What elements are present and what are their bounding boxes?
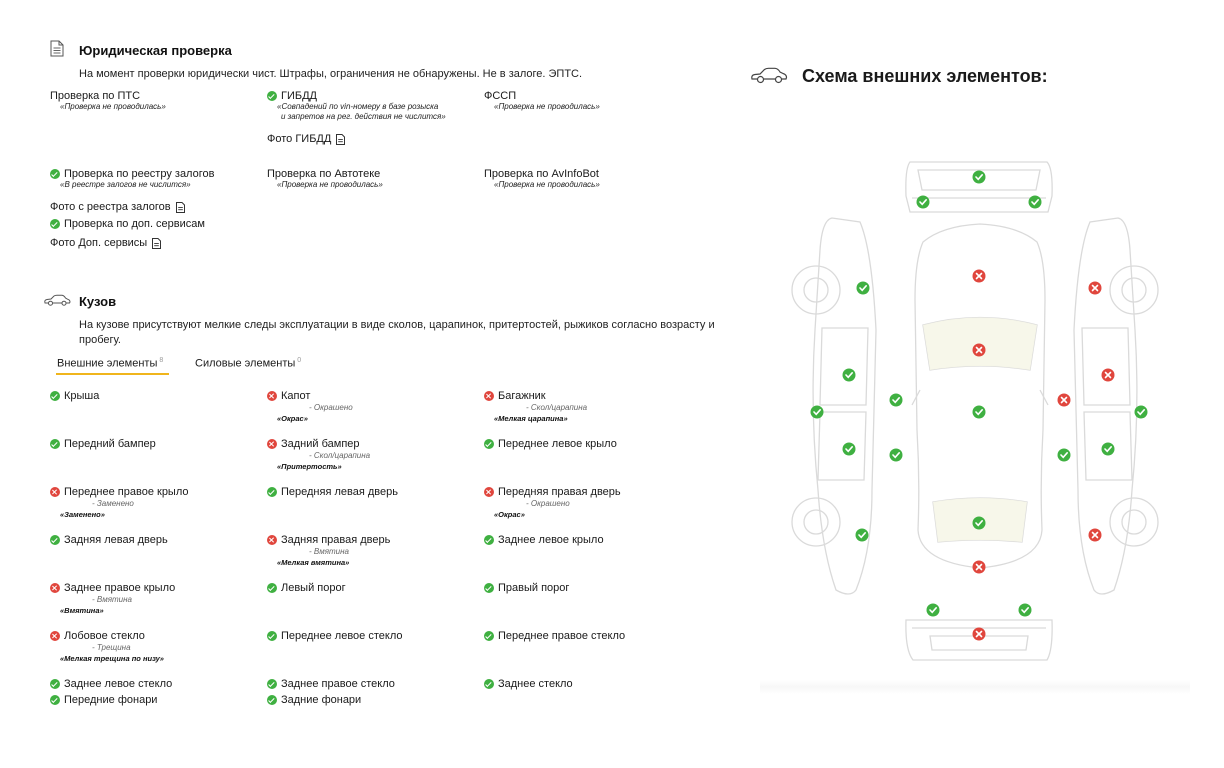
damage-x-icon <box>50 631 60 641</box>
body-element-name: Передние фонари <box>64 694 158 706</box>
check-ok-icon <box>484 535 494 545</box>
avinfobot-check-note: «Проверка не проводилась» <box>494 180 600 189</box>
marker-trunk-damage-icon[interactable] <box>973 561 986 574</box>
body-element-comment: «Окрас» <box>277 414 308 423</box>
extra-photo-label: Фото Доп. сервисы <box>50 237 148 249</box>
body-element-item <box>267 630 402 642</box>
damage-x-icon <box>267 391 277 401</box>
car-damage-diagram <box>760 150 1190 695</box>
gibdd-photo-label: Фото ГИБДД <box>267 133 332 145</box>
body-element-name: Багажник <box>498 390 546 402</box>
body-element-name: Правый порог <box>498 582 570 594</box>
damage-x-icon <box>50 583 60 593</box>
check-ok-icon <box>50 391 60 401</box>
damage-x-icon <box>484 391 494 401</box>
check-ok-icon <box>267 487 277 497</box>
body-element-damage-type: - Скол/царапина <box>309 451 371 460</box>
body-element-name: Переднее правое стекло <box>498 630 626 642</box>
body-element-item <box>484 486 621 520</box>
check-ok-icon <box>50 535 60 545</box>
body-element-name: Заднее стекло <box>498 678 573 690</box>
diagram-title: Схема внешних элементов: <box>802 66 1048 86</box>
marker-right-front-glass-damage-icon[interactable] <box>1102 369 1115 382</box>
marker-windshield-damage-icon[interactable] <box>973 344 986 357</box>
marker-rear-bumper-damage-icon[interactable] <box>973 628 986 641</box>
car-icon <box>750 66 788 84</box>
body-element-damage-type: - Скол/царапина <box>526 403 588 412</box>
damage-x-icon <box>267 535 277 545</box>
tab-power-count: 0 <box>297 357 302 364</box>
body-element-item <box>50 582 175 616</box>
damage-x-icon <box>484 487 494 497</box>
body-element-item <box>267 582 346 594</box>
diagram-shadow <box>760 680 1190 694</box>
check-ok-icon <box>484 679 494 689</box>
pledge-photo-label: Фото с реестра залогов <box>50 201 171 213</box>
marker-front-bumper-center-ok-icon[interactable] <box>973 171 986 184</box>
body-element-item <box>267 486 398 498</box>
body-section-title: Кузов <box>79 294 117 309</box>
gibdd-check-note-2: и запретов на рег. действия не числится» <box>281 112 446 121</box>
marker-right-front-door-damage-icon[interactable] <box>1058 394 1071 407</box>
marker-left-front-fender-ok-icon[interactable] <box>857 282 870 295</box>
body-element-comment: «Мелкая трещина по низу» <box>60 654 164 663</box>
body-element-item <box>484 630 625 642</box>
body-summary-line-2: пробегу. <box>79 334 121 346</box>
marker-right-front-fender-damage-icon[interactable] <box>1089 282 1102 295</box>
damage-x-icon <box>267 439 277 449</box>
body-element-item <box>484 438 617 450</box>
marker-left-front-glass-ok-icon[interactable] <box>843 369 856 382</box>
check-ok-icon <box>484 631 494 641</box>
check-ok-icon <box>50 679 60 689</box>
body-element-name: Лобовое стекло <box>64 630 145 642</box>
marker-rear-window-ok-icon[interactable] <box>973 517 986 530</box>
legal-summary: На момент проверки юридически чист. Штрафы, ограничения не обнаружены. Не в залоге. ЭПТС. <box>79 68 583 80</box>
fssp-check-note: «Проверка не проводилась» <box>494 102 600 111</box>
body-element-item <box>267 438 370 472</box>
marker-rear-right-light-ok-icon[interactable] <box>1019 604 1032 617</box>
body-element-item <box>50 678 172 690</box>
pledge-check-note: «В реестре залогов не числится» <box>60 180 191 189</box>
marker-front-right-light-ok-icon[interactable] <box>1029 196 1042 209</box>
body-element-damage-type: - Вмятина <box>92 595 132 604</box>
pts-check-note: «Проверка не проводилась» <box>60 102 166 111</box>
marker-hood-damage-icon[interactable] <box>973 270 986 283</box>
body-element-name: Задняя правая дверь <box>281 534 391 546</box>
marker-left-rear-door-ok-icon[interactable] <box>890 449 903 462</box>
body-element-item <box>50 438 156 450</box>
avinfobot-check-title: Проверка по AvInfoBot <box>484 168 599 180</box>
check-ok-icon <box>50 695 60 705</box>
marker-left-rear-fender-ok-icon[interactable] <box>856 529 869 542</box>
body-element-item <box>484 534 604 546</box>
body-element-item <box>50 486 189 520</box>
body-element-item <box>484 390 587 424</box>
extra-services-title: Проверка по доп. сервисам <box>64 218 205 230</box>
body-element-damage-type: - Окрашено <box>309 403 353 412</box>
marker-left-rear-glass-ok-icon[interactable] <box>843 443 856 456</box>
body-element-item <box>50 630 164 664</box>
autoteka-check-note: «Проверка не проводилась» <box>277 180 383 189</box>
body-element-comment: «Мелкая вмятина» <box>277 558 350 567</box>
damage-x-icon <box>50 487 60 497</box>
gibdd-check-note-1: «Совпадений по vin-номеру в базе розыска <box>277 102 439 111</box>
marker-right-sill-ok-icon[interactable] <box>1135 406 1148 419</box>
body-element-name: Заднее правое крыло <box>64 582 176 594</box>
body-element-damage-type: - Заменено <box>92 499 134 508</box>
marker-left-sill-ok-icon[interactable] <box>811 406 824 419</box>
body-element-name: Переднее левое стекло <box>281 630 403 642</box>
body-element-item <box>50 534 168 546</box>
body-element-damage-type: - Вмятина <box>309 547 349 556</box>
tab-external-count: 8 <box>159 357 164 364</box>
check-ok-icon <box>267 631 277 641</box>
body-element-name: Левый порог <box>281 582 346 594</box>
body-element-comment: «Вмятина» <box>60 606 104 615</box>
body-element-item <box>50 390 99 402</box>
body-element-name: Переднее левое крыло <box>498 438 617 450</box>
body-element-item <box>267 390 353 424</box>
autoteka-check-title: Проверка по Автотеке <box>267 168 381 180</box>
check-ok-icon <box>484 439 494 449</box>
body-element-item <box>484 678 573 690</box>
body-element-comment: «Окрас» <box>494 510 525 519</box>
marker-right-rear-fender-damage-icon[interactable] <box>1089 529 1102 542</box>
check-ok-icon <box>484 583 494 593</box>
body-element-comment: «Заменено» <box>60 510 105 519</box>
body-element-damage-type: - Окрашено <box>526 499 570 508</box>
tab-external-label: Внешние элементы <box>57 357 158 370</box>
marker-right-rear-glass-ok-icon[interactable] <box>1102 443 1115 456</box>
body-element-item <box>50 694 157 706</box>
body-element-item <box>267 694 361 706</box>
marker-rear-left-light-ok-icon[interactable] <box>927 604 940 617</box>
body-summary-line-1: На кузове присутствуют мелкие следы эксплуатации в виде сколов, царапинок, притертостей, рыжиков согласно возрасту и <box>79 319 715 331</box>
body-element-name: Передний бампер <box>64 438 156 450</box>
body-element-item <box>267 678 395 690</box>
marker-left-front-door-ok-icon[interactable] <box>890 394 903 407</box>
check-ok-icon <box>267 679 277 689</box>
body-element-comment: «Мелкая царапина» <box>494 414 568 423</box>
tab-power-label: Силовые элементы <box>195 357 296 370</box>
body-element-name: Капот <box>281 390 311 402</box>
body-element-item <box>267 534 390 568</box>
body-element-name: Крыша <box>64 390 100 402</box>
body-element-comment: «Притертость» <box>277 462 342 471</box>
body-element-name: Передняя правая дверь <box>498 486 621 498</box>
legal-section-title: Юридическая проверка <box>79 43 232 58</box>
body-element-name: Заднее левое крыло <box>498 534 604 546</box>
body-element-name: Передняя левая дверь <box>281 486 398 498</box>
fssp-check-title: ФССП <box>484 90 517 102</box>
body-element-name: Задний бампер <box>281 438 360 450</box>
check-ok-icon <box>50 439 60 449</box>
gibdd-check-title: ГИБДД <box>281 90 317 102</box>
marker-roof-ok-icon[interactable] <box>973 406 986 419</box>
body-element-name: Заднее левое стекло <box>64 678 173 690</box>
check-ok-icon <box>267 583 277 593</box>
marker-right-rear-door-ok-icon[interactable] <box>1058 449 1071 462</box>
body-element-name: Задняя левая дверь <box>64 534 168 546</box>
body-element-damage-type: - Трещина <box>92 643 131 652</box>
body-element-item <box>484 582 569 594</box>
body-element-name: Задние фонари <box>281 694 362 706</box>
check-ok-icon <box>267 695 277 705</box>
body-element-name: Заднее правое стекло <box>281 678 395 690</box>
pts-check-title: Проверка по ПТС <box>50 90 141 102</box>
pledge-check-title: Проверка по реестру залогов <box>64 168 215 180</box>
marker-front-left-light-ok-icon[interactable] <box>917 196 930 209</box>
body-element-name: Переднее правое крыло <box>64 486 189 498</box>
